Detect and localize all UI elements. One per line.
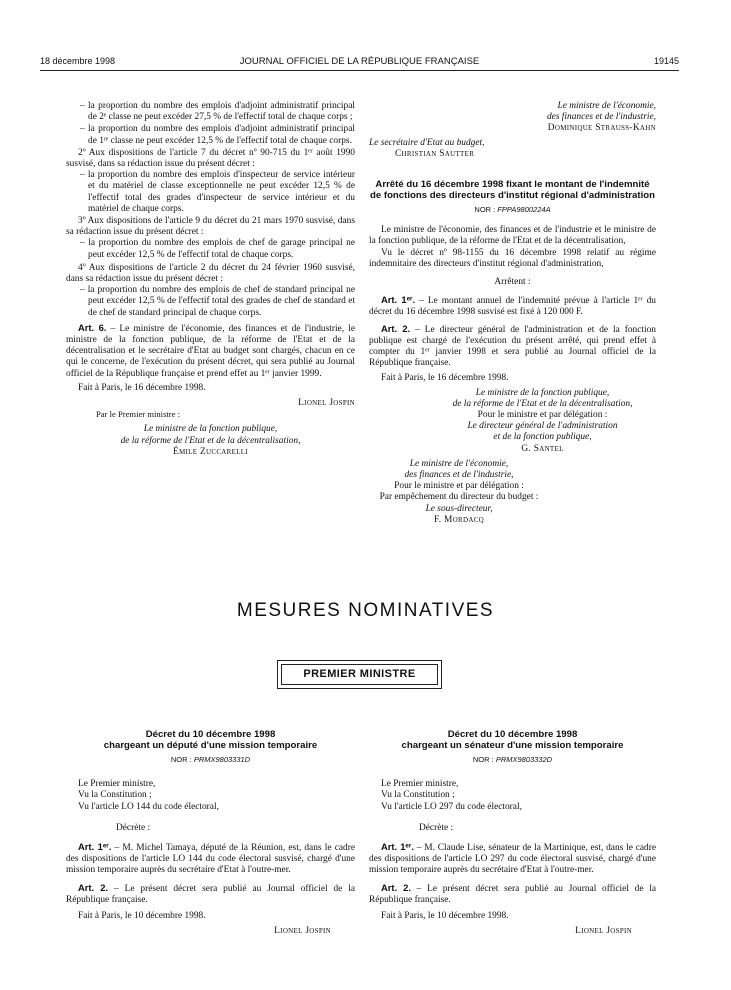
- article-1: [369, 294, 656, 318]
- paragraph: Vu la Constitution ;: [381, 790, 455, 801]
- signer-name: Lionel Jospin: [274, 926, 331, 937]
- decrete: Décrète :: [419, 822, 454, 833]
- article-label: Art. 6.: [78, 321, 107, 333]
- paragraph: 4º Aux dispositions de l'article 2 du décret du 24 février 1960 susvisé, dans sa rédaction issue du présent décret :: [66, 262, 355, 285]
- article-2: [369, 323, 656, 370]
- paragraph: Le Premier ministre,: [381, 779, 459, 790]
- article-text: – Le montant annuel de l'indemnité prévue à l'article 1ᵉʳ du décret du 16 décembre 1998 susvisé est fixé à 120 000 F.: [369, 296, 656, 318]
- minister-title: des finances et de l'industrie,: [546, 112, 656, 123]
- article-text: – Le présent décret sera publié au Journal officiel de la République française.: [66, 883, 355, 905]
- article-text: – M. Michel Tamaya, député de la Réunion, est, dans le cadre des dispositions de l'article LO 144 du code électoral susvisé, chargé d'une mission temporaire auprès du secrétaire d'Etat à l'outre-mer.: [66, 843, 355, 876]
- left-column: [66, 101, 355, 458]
- article-2: [369, 882, 656, 906]
- minister-name: Émile Zuccarelli: [173, 446, 248, 457]
- section-box-label: PREMIER MINISTRE: [281, 664, 438, 685]
- article-label: Art. 1ᵉʳ.: [78, 841, 112, 853]
- signature-block: [369, 459, 549, 526]
- paragraph: Vu le décret nº 98-1155 du 16 décembre 1998 relatif au régime indemnitaire des directeurs d'institut régional d'administration,: [369, 247, 656, 269]
- nor-reference: NOR : PRMX9803331D: [170, 755, 251, 764]
- paragraph: Vu l'article LO 297 du code électoral,: [381, 801, 522, 812]
- article-label: Art. 2.: [381, 322, 411, 334]
- paragraph: 3º Aux dispositions de l'article 9 du décret du 21 mars 1970 susvisé, dans sa rédaction issue du présent décret :: [66, 216, 355, 238]
- delegation: Par empêchement du directeur du budget :: [379, 492, 539, 503]
- list-item: – la proportion du nombre des emplois d'adjoint administratif principal de 2ᵉ classe ne peut excéder 27,5 % de l'effectif total de chaque corps ;: [80, 101, 355, 123]
- decrete: Décrète :: [116, 822, 151, 833]
- decree-subtitle: chargeant un sénateur d'une mission temporaire: [401, 739, 624, 751]
- delegate-title: et de la fonction publique,: [493, 432, 592, 443]
- article-1: [369, 841, 656, 877]
- delegation: Pour le ministre et par délégation :: [477, 410, 608, 421]
- signature-block: [369, 388, 656, 455]
- list-item: – la proportion du nombre des emplois de chef de standard principal ne peut excéder 12,5 % de l'effectif total des grades de chef de standard et de chef de standard principal de chaque corps.: [80, 285, 355, 318]
- arrete-title: Arrêté du 16 décembre 1998 fixant le montant de l'indemnité de fonctions des directeurs d'institut régional d'administration: [370, 179, 655, 201]
- header-date: 18 décembre 1998: [40, 56, 116, 66]
- article-label: Art. 1ᵉʳ.: [381, 294, 416, 306]
- signer-name: Lionel Jospin: [298, 398, 355, 409]
- date-line: Fait à Paris, le 16 décembre 1998.: [78, 382, 206, 393]
- article-text: – Le présent décret sera publié au Journal officiel de la République française.: [369, 883, 656, 905]
- article-1: [66, 841, 355, 877]
- right-column: [369, 101, 656, 526]
- paragraph: Vu la Constitution ;: [78, 790, 152, 801]
- decree-left: [66, 730, 355, 937]
- nor-reference: NOR : PRMX9803332D: [472, 755, 553, 764]
- decree-title: Décret du 10 décembre 1998: [447, 729, 578, 740]
- decree-right: [369, 730, 656, 937]
- section-box: [277, 660, 442, 689]
- paragraph: 2º Aux dispositions de l'article 7 du décret nº 90-715 du 1ᵉʳ août 1990 susvisé, dans sa rédaction issue du présent décret :: [66, 147, 355, 170]
- countersign-intro: Par le Premier ministre :: [96, 409, 181, 420]
- signer-name: Lionel Jospin: [575, 926, 632, 937]
- article-text: – Le directeur général de l'administration et de la fonction publique est chargé de l'exécution du présent arrêté, qui prend effet à compter du 1ᵉʳ janvier 1998 et sera publié au Journal officiel de la République française.: [369, 324, 656, 369]
- article-6: [66, 322, 355, 380]
- date-line: Fait à Paris, le 16 décembre 1998.: [381, 373, 509, 384]
- minister-title: Le ministre de l'économie,: [557, 101, 656, 111]
- article-2: [66, 882, 355, 906]
- delegation: Pour le ministre et par délégation :: [394, 481, 524, 492]
- decree-subtitle: chargeant un député d'une mission temporaire: [103, 739, 318, 751]
- minister-title: des finances et de l'industrie,: [404, 470, 514, 481]
- minister-title: Le ministre de la fonction publique,: [143, 424, 278, 435]
- header-journal-title: JOURNAL OFFICIEL DE LA RÉPUBLIQUE FRANÇAISE: [239, 56, 480, 67]
- page-header: [40, 56, 679, 70]
- minister-name: Dominique Strauss-Kahn: [547, 123, 656, 134]
- list-item: – la proportion du nombre des emplois d'inspecteur de service intérieur et du matériel de classe exceptionnelle ne peut excéder 12,5 % de l'effectif total des grades d'inspecteur de service intérieur et du matériel de chaque corps.: [80, 170, 355, 214]
- list-item: – la proportion du nombre des emplois de chef de garage principal ne peut excéder 12,5 % de l'effectif total de chaque corps.: [80, 238, 355, 260]
- minister-title: Le ministre de l'économie,: [409, 458, 509, 469]
- article-label: Art. 1ᵉʳ.: [381, 841, 414, 853]
- minister-title: de la réforme de l'Etat et de la décentralisation,: [120, 435, 301, 446]
- delegate-name: G. Santel: [521, 443, 564, 454]
- nor-reference: NOR : FPPA9800224A: [474, 205, 551, 215]
- article-label: Art. 2.: [381, 881, 411, 893]
- paragraph: Vu l'article LO 144 du code électoral,: [78, 801, 219, 812]
- delegate-title: Le directeur général de l'administration: [467, 421, 618, 432]
- header-rule: [40, 70, 679, 71]
- minister-title: de la réforme de l'Etat et de la décentralisation,: [452, 398, 633, 409]
- date-line: Fait à Paris, le 10 décembre 1998.: [381, 911, 509, 922]
- article-text: – Le ministre de l'économie, des finances et de l'industrie, le ministre de la fonction publique, de la réforme de l'Etat et de la décentralisation et le secrétaire d'Etat au budget sont chargés, chacun en ce qui le concerne, de l'exécution du présent décret, qui sera publié au Journal officiel de la République française et prend effet au 1ᵉʳ janvier 1999.: [66, 323, 355, 379]
- delegate-title: Le sous-directeur,: [425, 503, 493, 514]
- arretent: Arrêtent :: [494, 277, 531, 288]
- secretary-name: Christian Sautter: [395, 148, 475, 159]
- article-label: Art. 2.: [78, 881, 109, 893]
- minister-title: Le ministre de la fonction publique,: [475, 387, 610, 398]
- decree-title: Décret du 10 décembre 1998: [145, 729, 276, 740]
- date-line: Fait à Paris, le 10 décembre 1998.: [78, 911, 206, 922]
- delegate-name: F. Mordacq: [433, 514, 485, 525]
- header-page-number: 19145: [653, 56, 679, 66]
- article-text: – M. Claude Lise, sénateur de la Martinique, est, dans le cadre des dispositions de l'article LO 297 du code électoral susvisé, chargé d'une mission temporaire auprès du secrétaire d'Etat à l'outre-mer.: [369, 843, 656, 876]
- secretary-title: Le secrétaire d'Etat au budget,: [369, 137, 485, 148]
- paragraph: Le ministre de l'économie, des finances et de l'industrie et le ministre de la fonction publique, de la réforme de l'Etat et de la décentralisation,: [369, 225, 656, 247]
- list-item: – la proportion du nombre des emplois d'adjoint administratif principal de 1ʳᵉ classe ne peut excéder 12,5 % de l'effectif total de chaque corps.: [80, 124, 355, 146]
- paragraph: Le Premier ministre,: [78, 779, 156, 790]
- section-title: MESURES NOMINATIVES: [236, 600, 495, 621]
